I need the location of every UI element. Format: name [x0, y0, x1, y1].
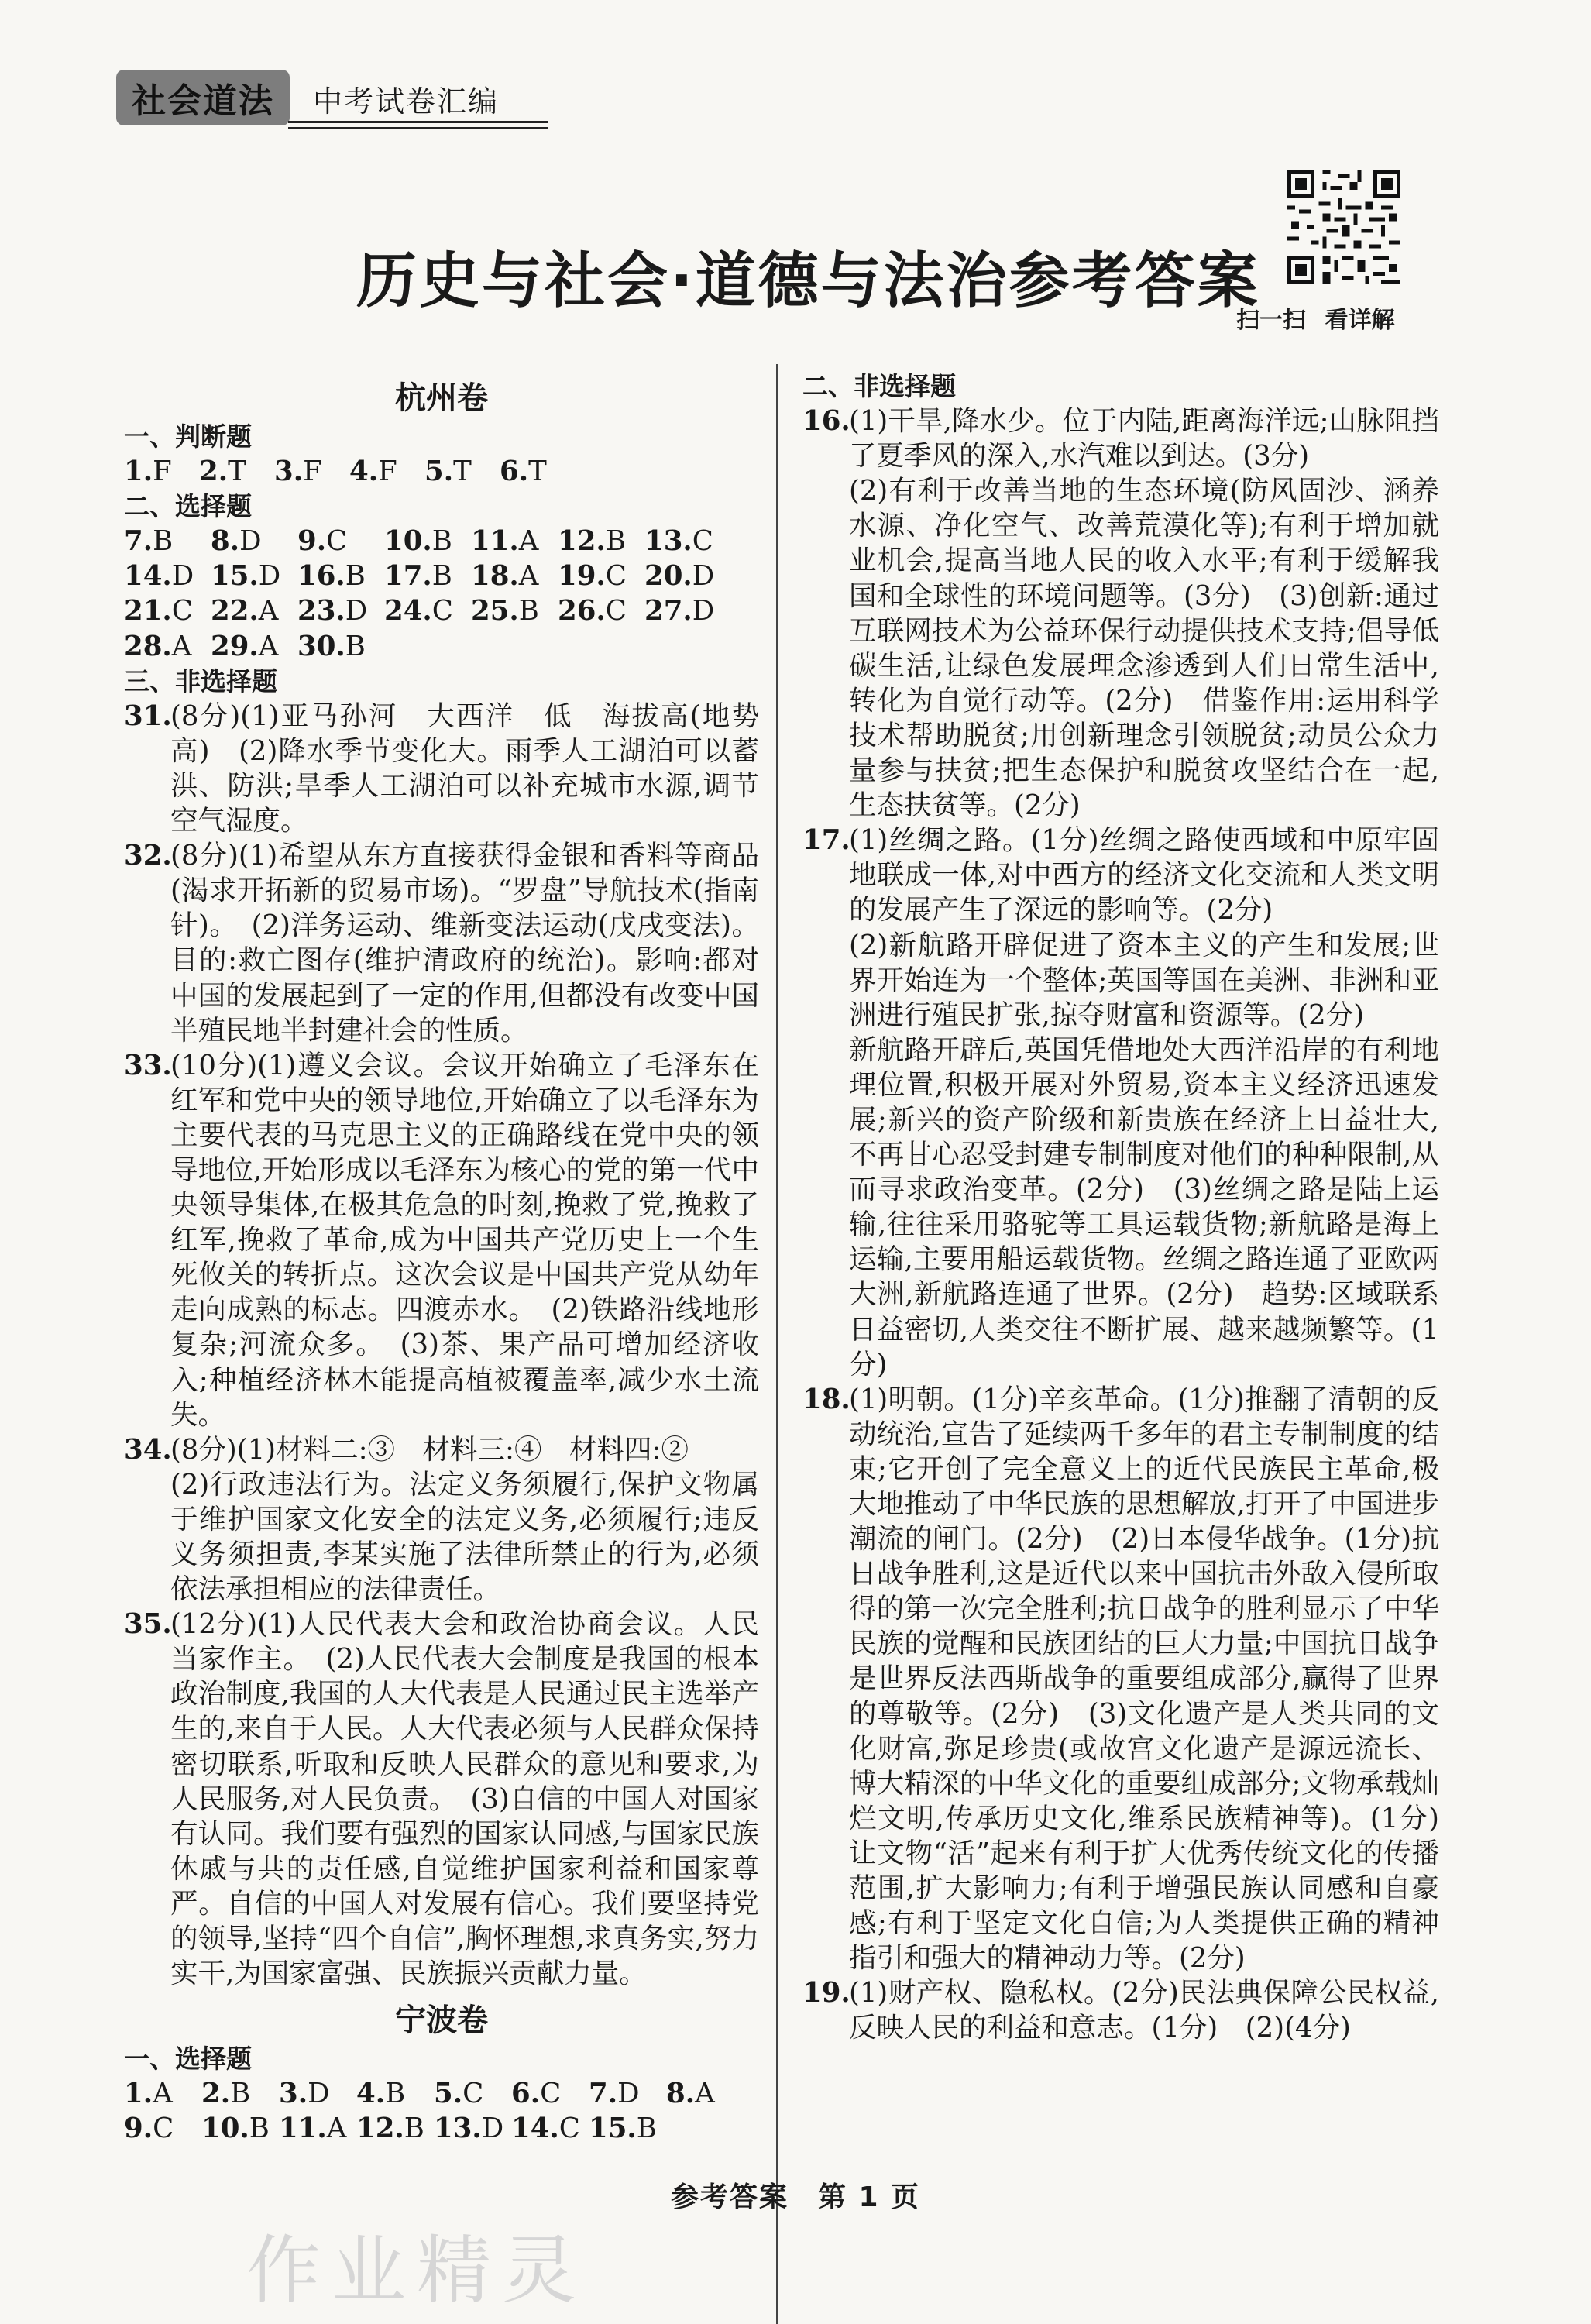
answer-cell: 13.C [644, 525, 713, 558]
answer-cell: 9.C [124, 2113, 174, 2145]
question-answer [802, 404, 1439, 823]
question-answer [124, 1048, 759, 1432]
answer-row [124, 524, 759, 559]
answer-cell: 4.F [349, 456, 397, 488]
answer-cell: 14.D [124, 560, 194, 593]
question-number: 35. [124, 1608, 172, 1641]
choice-heading: 二、选择题 [124, 491, 252, 522]
question-answer [124, 1607, 759, 1991]
header-category-tag: 社会道法 [116, 70, 290, 125]
answer-cell: 26.C [558, 595, 627, 627]
answer-text [170, 699, 759, 838]
left-column [124, 369, 759, 2147]
answer-text [170, 838, 759, 1048]
nonchoice-answers [124, 699, 759, 1991]
answer-cell: 13.D [434, 2113, 504, 2145]
judge-answers [124, 454, 759, 489]
answer-cell: 17.B [384, 560, 452, 593]
qr-caption: 扫一扫 看详解 [1236, 307, 1395, 334]
answer-cell: 3.F [274, 456, 322, 488]
answer-row [124, 629, 759, 664]
answer-text [849, 1975, 1439, 2045]
answer-cell: 7.B [124, 525, 174, 558]
header-rule [288, 127, 548, 129]
answer-paragraph: (1)丝绸之路。(1分)丝绸之路使西域和中原牢固地联成一体,对中西方的经济文化交流和人类文明的发展产生了深远的影响等。(2分) [849, 824, 1439, 927]
answer-cell: 30.B [297, 630, 366, 662]
answer-cell: 12.B [558, 525, 626, 558]
question-number: 18. [802, 1383, 850, 1415]
answer-paragraph: (10分)(1)遵义会议。会议开始确立了毛泽东在红军和党中央的领导地位,开始确立了以毛泽东为主要代表的马克思主义的正确路线在党中央的领导地位,开始形成以毛泽东为核心的党的第一代中央领导集体,在极其危急的时刻,挽救了党,挽救了红军,挽救了革命,成为中国共产党历史上一个生死攸关的转折点。这次会议是中国共产党从幼年走向成熟的标志。四渡赤水。 (2)铁路沿线地形复杂;河流众多。 (3)茶、果产品可增加经济收入;种植经济林木能提高植被覆盖率,减少水土流失。 [170, 1049, 759, 1431]
answer-cell: 7.D [589, 2078, 640, 2110]
question-answer [802, 823, 1439, 1382]
ningbo-choice-heading: 一、选择题 [124, 2044, 252, 2075]
answer-paragraph: (1)干旱,降水少。位于内陆,距离海洋远;山脉阻挡了夏季风的深入,水汽难以到达。(3分) [849, 405, 1439, 473]
answer-paragraph: (8分)(1)希望从东方直接获得金银和香料等商品(渴求开拓新的贸易市场)。“罗盘”导航技术(指南针)。 (2)洋务运动、维新变法运动(戊戌变法)。目的:救亡图存(维护清政府的统治)。影响:都对中国的发展起到了一定的作用,但都没有改变中国半殖民地半封建社会的性质。 [170, 840, 759, 1047]
answer-cell: 9.C [297, 525, 348, 558]
qr-code-icon[interactable] [1287, 170, 1400, 284]
answer-text [849, 404, 1439, 823]
answer-text [170, 1432, 759, 1607]
answer-row [124, 559, 759, 593]
answer-paragraph: (2)新航路开辟促进了资本主义的产生和发展;世界开始连为一个整体;英国等国在美洲、非洲和亚洲进行殖民扩张,掠夺财富和资源等。(2分) [849, 929, 1439, 1031]
answer-cell: 18.A [471, 560, 539, 593]
answer-cell: 16.B [297, 560, 366, 593]
answer-cell: 15.B [589, 2113, 657, 2145]
answer-cell: 1.F [124, 456, 172, 488]
answer-cell: 2.B [201, 2078, 251, 2110]
answer-cell: 23.D [297, 595, 368, 627]
answer-row [124, 593, 759, 628]
right-column [802, 369, 1467, 2046]
answer-cell: 29.A [211, 630, 279, 662]
answer-cell: 19.C [558, 560, 627, 593]
answer-cell: 11.A [279, 2113, 347, 2145]
answer-cell: 4.B [356, 2078, 406, 2110]
answer-cell: 22.A [211, 595, 279, 627]
page-title: 历史与社会·道德与法治参考答案 [356, 246, 1260, 316]
question-answer [802, 1382, 1467, 1976]
answer-row [124, 2111, 759, 2146]
answer-cell: 12.B [356, 2113, 424, 2145]
answer-cell: 5.C [434, 2078, 484, 2110]
section-title-hangzhou: 杭州卷 [395, 380, 488, 416]
question-number: 31. [124, 700, 172, 732]
answer-cell: 6.T [500, 456, 547, 488]
answer-cell: 15.D [211, 560, 281, 593]
answer-cell: 5.T [424, 456, 472, 488]
question-number: 16. [802, 405, 850, 438]
answer-cell: 3.D [279, 2078, 330, 2110]
question-number: 32. [124, 840, 172, 872]
answer-paragraph: (12分)(1)人民代表大会和政治协商会议。人民当家作主。 (2)人民代表大会制度是我国的根本政治制度,我国的人大代表是人民通过民主选举产生的,来自于人民。人大代表必须与人民群众保持密切联系,听取和反映人民群众的意见和要求,为人民服务,对人民负责。 (3)自信的中国人对国家有认同。我们要有强烈的国家认同感,与国家民族休戚与共的责任感,自觉维护国家利益和国家尊严。自信的中国人对发展有信心。我们要坚持党的领导,坚持“四个自信”,胸怀理想,求真务实,努力实干,为国家富强、民族振兴贡献力量。 [170, 1608, 759, 1990]
answer-paragraph: (2)行政违法行为。法定义务须履行,保护文物属于维护国家文化安全的法定义务,必须履行;违反义务须担责,李某实施了法律所禁止的行为,必须依法承担相应的法律责任。 [170, 1468, 759, 1606]
nonchoice-heading: 三、非选择题 [124, 665, 277, 696]
answer-row [124, 2076, 759, 2111]
choice-answers [124, 524, 759, 663]
answer-cell: 10.B [384, 525, 452, 558]
answer-paragraph: 新航路开辟后,英国凭借地处大西洋沿岸的有利地理位置,积极开展对外贸易,资本主义经济迅速发展;新兴的资产阶级和新贵族在经济上日益壮大,不再甘心忍受封建专制制度对他们的种种限制,从而寻求政治变革。(2分) (3)丝绸之路是陆上运输,往往采用骆驼等工具运载货物;新航路是海上运输,主要用船运载货物。丝绸之路连通了亚欧两大洲,新航路连通了世界。(2分) 趋势:区域联系日益密切,人类交往不断扩展、越来越频繁等。(1分) [849, 1033, 1439, 1380]
answer-text [170, 1048, 759, 1432]
header-rule [288, 121, 548, 123]
question-answer [124, 1432, 759, 1607]
question-answer [124, 838, 759, 1048]
judge-heading: 一、判断题 [124, 421, 252, 452]
answer-cell: 21.C [124, 595, 193, 627]
answer-paragraph: (8分)(1)材料二:③ 材料三:④ 材料四:② [170, 1433, 689, 1466]
answer-paragraph: (1)财产权、隐私权。(2分)民法典保障公民权益,反映人民的利益和意志。(1分) (2)(4分) [849, 1977, 1439, 2044]
answer-cell: 8.A [666, 2078, 715, 2110]
question-number: 33. [124, 1049, 172, 1081]
column-divider [776, 364, 778, 2324]
question-answer [124, 699, 759, 838]
section-title-ningbo: 宁波卷 [395, 2002, 488, 2039]
nonchoice-heading-2: 二、非选择题 [802, 371, 956, 401]
answer-cell: 25.B [471, 595, 539, 627]
header-subtitle: 中考试卷汇编 [313, 84, 500, 119]
answer-cell: 10.B [201, 2113, 270, 2145]
ningbo-choice-answers [124, 2076, 759, 2146]
page-footer: 参考答案 第 1 页 [670, 2181, 921, 2213]
answer-cell: 8.D [211, 525, 262, 558]
answer-cell: 11.A [471, 525, 539, 558]
question-number: 34. [124, 1433, 172, 1466]
answer-text [849, 823, 1439, 1382]
answer-cell: 14.C [511, 2113, 580, 2145]
answer-cell: 20.D [644, 560, 715, 593]
answer-cell: 24.C [384, 595, 453, 627]
watermark: 作业精灵 [246, 2227, 587, 2314]
answer-text [849, 1382, 1467, 1976]
question-answer [802, 1975, 1439, 2045]
answer-text [170, 1607, 759, 1991]
answer-paragraph: (2)有利于改善当地的生态环境(防风固沙、涵养水源、净化空气、改善荒漠化等);有利于增加就业机会,提高当地人民的收入水平;有利于缓解我国和全球性的环境问题等。(3分) (3)创新:通过互联网技术为公益环保行动提供技术支持;倡导低碳生活,让绿色发展理念渗透到人们日常生活中,转化为自觉行动等。(2分) 借鉴作用:运用科学技术帮助脱贫;用创新理念引领脱贫;动员公众力量参与扶贫;把生态保护和脱贫攻坚结合在一起,生态扶贫等。(2分) [849, 475, 1439, 822]
answer-cell: 1.A [124, 2078, 173, 2110]
answer-cell: 6.C [511, 2078, 562, 2110]
answer-paragraph: (1)明朝。(1分)辛亥革命。(1分)推翻了清朝的反动统治,宣告了延续两千多年的君主专制制度的结束;它开创了完全意义上的近代民族民主革命,极大地推动了中华民族的思想解放,打开了中国进步潮流的闸门。(2分) (2)日本侵华战争。(1分)抗日战争胜利,这是近代以来中国抗击外敌入侵所取得的第一次完全胜利;抗日战争的胜利显示了中华民族的觉醒和民族团结的巨大力量;中国抗日战争是世界反法西斯战争的重要组成部分,赢得了世界的尊敬等。(2分) (3)文化遗产是人类共同的文化财富,弥足珍贵(或故宫文化遗产是源远流长、博大精深的中华文化的重要组成部分;文物承载灿烂文明,传承历史文化,维系民族精神等)。(1分) 让文物“活”起来有利于扩大优秀传统文化的传播范围,扩大影响力;有利于增强民族认同感和自豪感;有利于坚定文化自信;为人类提供正确的精神指引和强大的精神动力等。(2分) [849, 1383, 1467, 1975]
answer-cell: 28.A [124, 630, 192, 662]
nonchoice-answers-2 [802, 404, 1467, 2045]
answer-row [124, 454, 759, 489]
answer-paragraph: (8分)(1)亚马孙河 大西洋 低 海拔高(地势高) (2)降水季节变化大。雨季人工湖泊可以蓄洪、防洪;旱季人工湖泊可以补充城市水源,调节空气湿度。 [170, 700, 759, 837]
answer-cell: 27.D [644, 595, 715, 627]
question-number: 19. [802, 1977, 850, 2009]
answer-cell: 2.T [199, 456, 246, 488]
question-number: 17. [802, 824, 850, 857]
